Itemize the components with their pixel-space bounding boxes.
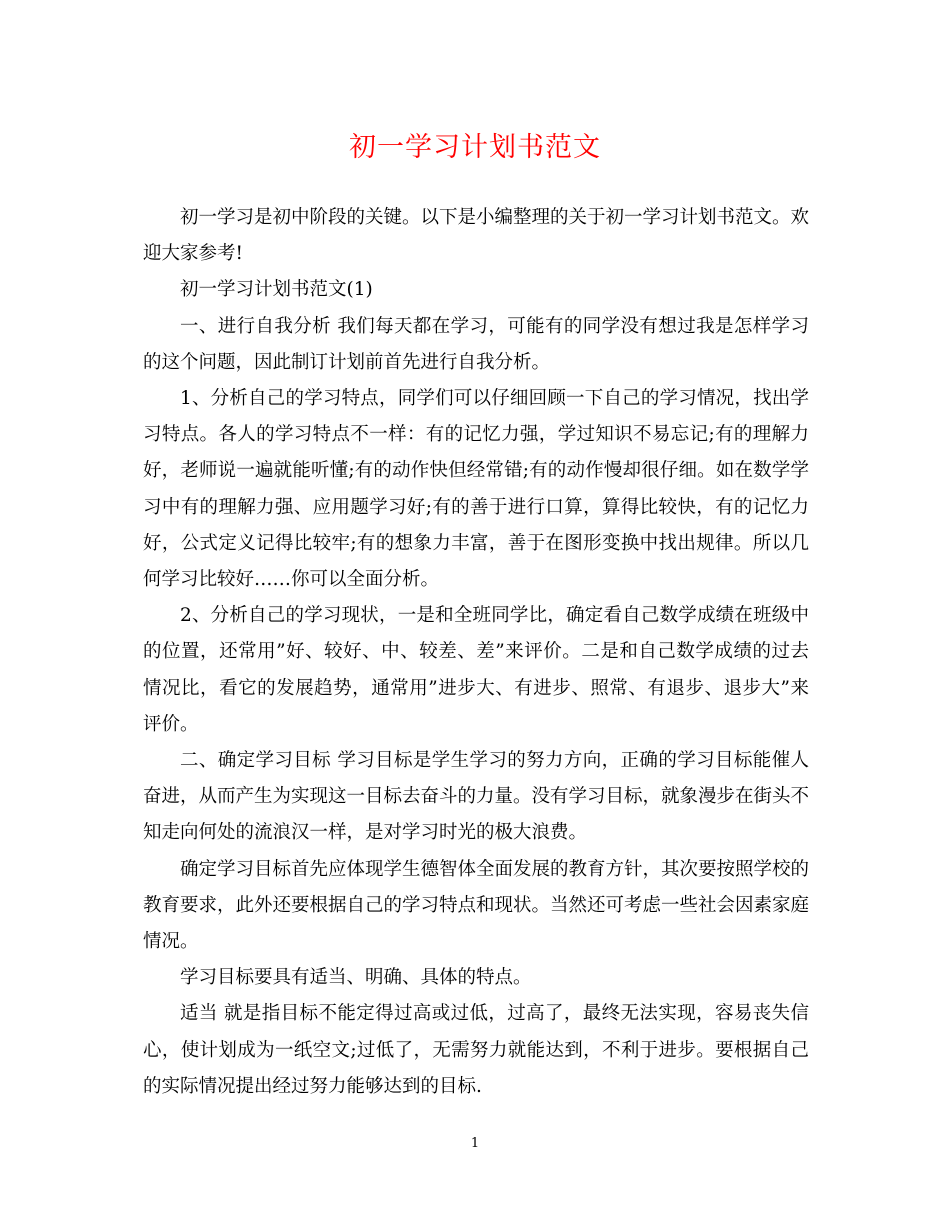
paragraph-goal-traits: 学习目标要具有适当、明确、具体的特点。 (180, 967, 532, 989)
paragraph-learning-traits: 1、分析自己的学习特点，同学们可以仔细回顾一下自己的学习情况，找出学习特点。各人的学习特点不一样：有的记忆力强，学过知识不易忘记;有的理解力好，老师说一遍就能听懂;有的动作快但经常错;有的动作慢却很仔细。如在数学学习中有的理解力强、应用题学习好;有的善于进行口算，算得比较快，有的记忆力好，公式定义记得比较牢;有的想象力丰富，善于在图形变换中找出规律。所以几何学习比较好……你可以全面分析。 (143, 388, 809, 591)
document-body (143, 200, 809, 1105)
paragraph-learning-goals: 二、确定学习目标 学习目标是学生学习的努力方向，正确的学习目标能催人奋进，从而产生为实现这一目标去奋斗的力量。没有学习目标，就象漫步在街头不知走向何处的流浪汉一样，是对学习时光的极大浪费。 (143, 750, 810, 844)
document-title: 初一学习计划书范文 (349, 132, 601, 163)
page-number: 1 (470, 1136, 480, 1151)
paragraph-appropriate: 适当 就是指目标不能定得过高或过低，过高了，最终无法实现，容易丧失信心，使计划成为一纸空文;过低了，无需努力就能达到，不利于进步。要根据自己的实际情况提出经过努力能够达到的目标. (143, 1003, 809, 1097)
paragraph-goal-basis: 确定学习目标首先应体现学生德智体全面发展的教育方针，其次要按照学校的教育要求，此外还要根据自己的学习特点和现状。当然还可考虑一些社会因素家庭情况。 (143, 858, 810, 953)
section-heading: 初一学习计划书范文(1) (180, 279, 373, 301)
paragraph-self-analysis: 一、进行自我分析 我们每天都在学习，可能有的同学没有想过我是怎样学习的这个问题，因此制订计划前首先进行自我分析。 (143, 315, 809, 373)
intro-paragraph: 初一学习是初中阶段的关键。以下是小编整理的关于初一学习计划书范文。欢迎大家参考! (143, 207, 810, 265)
paragraph-learning-status: 2、分析自己的学习现状，一是和全班同学比，确定看自己数学成绩在班级中的位置，还常用”好、较好、中、较差、差”来评价。二是和自己数学成绩的过去情况比，看它的发展趋势，通常用”进步大、有进步、照常、有退步、退步大”来评价。 (143, 605, 809, 735)
